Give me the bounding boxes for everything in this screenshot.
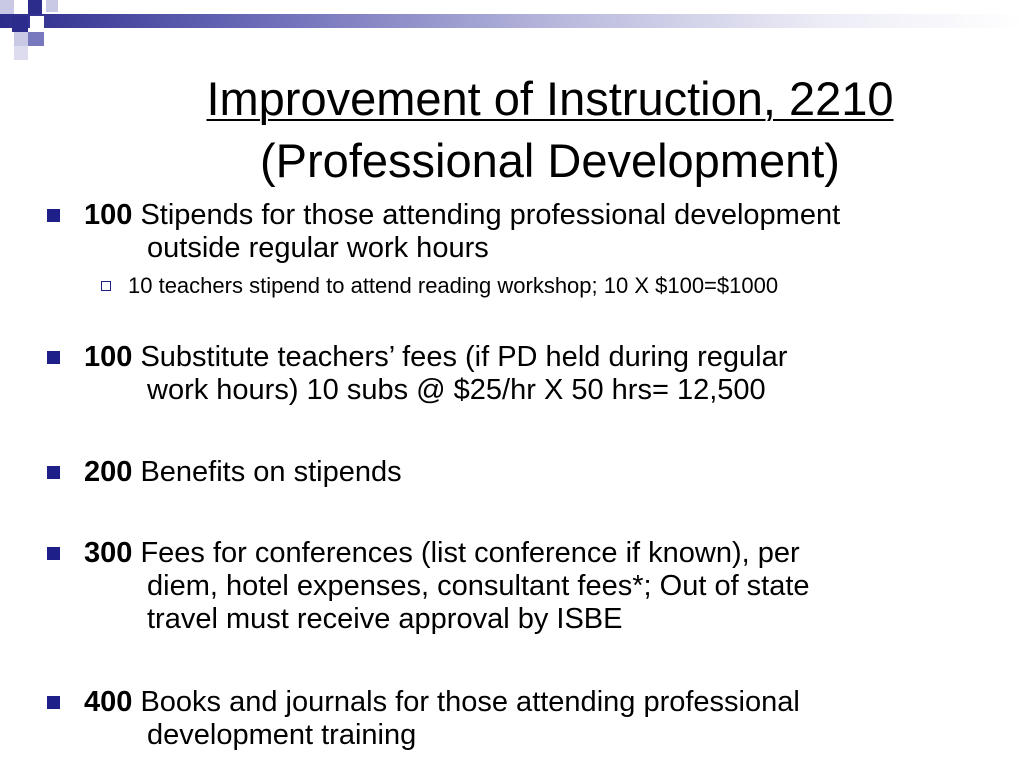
- list-item: [84, 537, 984, 636]
- budget-code: 100: [84, 199, 133, 231]
- sub-item: 10 teachers stipend to attend reading workshop; 10 X $100=$1000: [128, 273, 779, 298]
- title-line-2: (Professional Development): [260, 134, 840, 187]
- list-item: [84, 199, 984, 265]
- bullet-icon: [47, 209, 60, 222]
- item-text-continued: development training: [147, 719, 417, 751]
- item-text: Benefits on stipends: [132, 456, 402, 488]
- item-text: Substitute teachers’ fees (if PD held during regular: [132, 341, 788, 373]
- list-item: [84, 686, 984, 752]
- budget-code: 100: [84, 341, 133, 373]
- bullet-icon: [47, 696, 60, 709]
- item-text-continued: work hours) 10 subs @ $25/hr X 50 hrs= 12,500: [147, 374, 766, 406]
- item-text-continued: diem, hotel expenses, consultant fees*; Out of state: [147, 570, 810, 602]
- bullet-icon: [47, 466, 60, 479]
- list-item: [84, 456, 984, 489]
- list-item: [84, 341, 984, 407]
- item-text: Books and journals for those attending professional: [132, 686, 800, 718]
- title-line-1: Improvement of Instruction, 2210: [206, 72, 894, 125]
- item-text: Fees for conferences (list conference if known), per: [132, 537, 800, 569]
- bullet-icon: [47, 351, 60, 364]
- budget-code: 400: [84, 686, 133, 718]
- item-text-continued: outside regular work hours: [147, 232, 489, 264]
- bullet-icon: [47, 547, 60, 560]
- budget-code: 300: [84, 537, 133, 569]
- budget-code: 200: [84, 456, 133, 488]
- sub-bullet-icon: [101, 281, 111, 291]
- item-text: Stipends for those attending professional development: [132, 199, 841, 231]
- item-text-continued: travel must receive approval by ISBE: [147, 603, 623, 635]
